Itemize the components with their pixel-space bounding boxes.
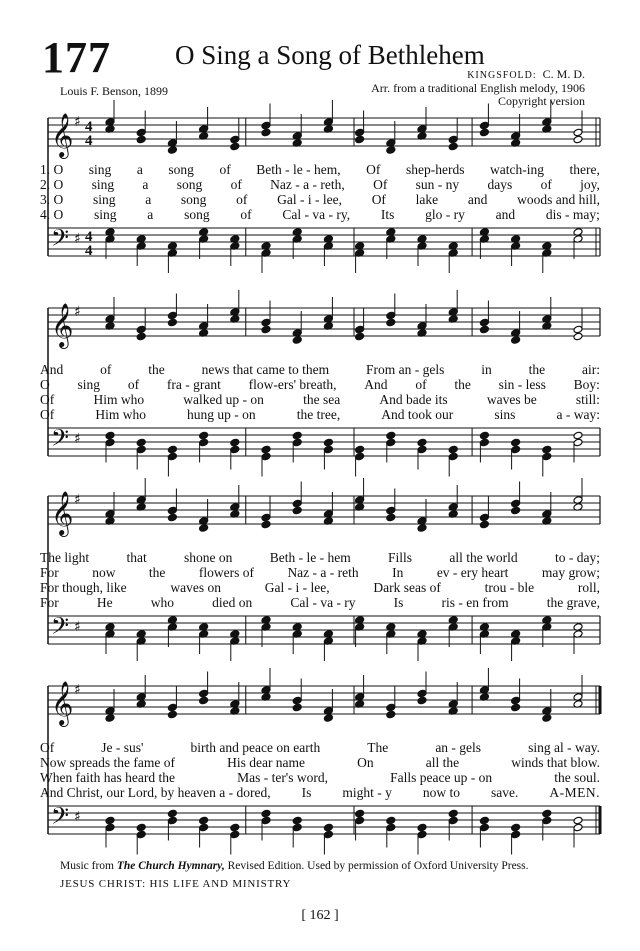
lyric-word: Him who <box>95 407 146 422</box>
lyric-line <box>40 595 600 610</box>
svg-text:𝄢: 𝄢 <box>51 802 70 835</box>
lyric-word: sins <box>494 407 516 422</box>
svg-text:♯: ♯ <box>74 682 81 698</box>
svg-text:𝄞: 𝄞 <box>51 491 74 535</box>
hymn-title: O Sing a Song of Bethlehem <box>175 40 485 70</box>
lyric-word: Of <box>371 192 386 207</box>
lyric-word: shep-herds <box>405 162 465 177</box>
lyric-word: save. <box>490 785 519 800</box>
lyric-word: sin - less <box>498 377 546 392</box>
svg-text:𝄞: 𝄞 <box>51 303 74 347</box>
lyric-word: waves be <box>486 392 537 407</box>
lyric-word: On <box>357 755 374 770</box>
lyric-line <box>40 550 600 565</box>
lyric-word: For <box>40 565 59 580</box>
svg-text:𝄞: 𝄞 <box>51 681 74 725</box>
svg-text:𝄢: 𝄢 <box>51 424 70 457</box>
lyric-word: waves on <box>170 580 221 595</box>
lyric-word: and <box>467 192 488 207</box>
lyric-word: 1. O <box>40 162 64 177</box>
music-system-4 <box>0 668 640 858</box>
credit-source: The Church Hymnary, <box>116 860 225 872</box>
lyric-word: In <box>392 565 404 580</box>
copyright-note: Copyright version <box>498 94 585 108</box>
lyric-word: of <box>236 192 248 207</box>
lyric-word: ev - ery heart <box>436 565 509 580</box>
lyric-line <box>40 162 600 177</box>
lyric-word: song <box>168 162 194 177</box>
lyric-word: For though, like <box>40 580 127 595</box>
lyric-word: sing <box>91 177 115 192</box>
lyric-word: Cal - va - ry <box>290 595 356 610</box>
lyric-word: Dark seas of <box>373 580 441 595</box>
lyric-word: the soul. <box>554 770 600 785</box>
lyric-line <box>40 770 600 785</box>
lyric-word: of <box>415 377 427 392</box>
lyrics-block <box>40 162 600 222</box>
lyric-word: a <box>147 207 154 222</box>
lyric-word: glo - ry <box>425 207 465 222</box>
lyric-word: still: <box>575 392 600 407</box>
lyric-word: flow-ers' breath, <box>248 377 337 392</box>
svg-text:♯: ♯ <box>74 114 81 130</box>
svg-text:♯: ♯ <box>74 304 81 320</box>
lyric-word: Fills <box>388 550 413 565</box>
lyric-word: shone on <box>184 550 233 565</box>
lyric-word: 3. O <box>40 192 64 207</box>
lyric-line <box>40 785 600 800</box>
lyrics-block <box>40 740 600 800</box>
lyric-line <box>40 362 600 377</box>
lyric-word: sing <box>77 377 101 392</box>
lyric-word: all the <box>425 755 460 770</box>
lyric-word: the sea <box>303 392 341 407</box>
lyric-word: now to <box>422 785 460 800</box>
svg-text:♯: ♯ <box>74 231 81 247</box>
lyric-word: A-MEN. <box>549 785 600 800</box>
lyric-word: song <box>184 207 210 222</box>
lyric-word: ris - en from <box>441 595 509 610</box>
lyric-word: the <box>148 362 165 377</box>
lyric-word: Now spreads the fame of <box>40 755 175 770</box>
lyric-word: now <box>92 565 116 580</box>
lyric-line <box>40 740 600 755</box>
music-system-1 <box>0 100 640 278</box>
lyric-line <box>40 565 600 580</box>
lyric-word: sing <box>92 192 116 207</box>
lyric-word: Naz - a - reth <box>287 565 359 580</box>
lyric-word: a <box>142 177 149 192</box>
lyric-word: And Christ, our Lord, by heaven a - dored, <box>40 785 271 800</box>
lyric-word: there, <box>569 162 600 177</box>
lyric-word: winds that blow. <box>511 755 600 770</box>
lyric-word: a <box>136 162 143 177</box>
section-heading: JESUS CHRIST: HIS LIFE AND MINISTRY <box>60 878 292 890</box>
page-number: [ 162 ] <box>301 908 339 923</box>
lyric-word: that <box>126 550 147 565</box>
lyric-word: of <box>100 362 112 377</box>
lyric-word: sing al - way. <box>528 740 600 755</box>
lyric-word: Of <box>366 162 381 177</box>
lyric-line <box>40 392 600 407</box>
lyric-word: Is <box>301 785 312 800</box>
svg-text:4: 4 <box>85 229 93 245</box>
lyric-word: air: <box>581 362 600 377</box>
credit-prefix: Music from <box>60 860 117 872</box>
svg-text:4: 4 <box>85 119 93 135</box>
lyric-word: Him who <box>93 392 145 407</box>
credit-suffix: Revised Edition. Used by permission of Oxford University Press. <box>224 860 529 872</box>
lyric-word: a <box>145 192 152 207</box>
lyric-word: Is <box>393 595 404 610</box>
lyric-word: in <box>481 362 492 377</box>
hymn-number: 177 <box>42 33 111 82</box>
lyric-word: From an - gels <box>365 362 445 377</box>
lyric-word: His dear name <box>227 755 306 770</box>
svg-text:𝄞: 𝄞 <box>51 113 74 157</box>
lyric-line <box>40 177 600 192</box>
lyric-word: hung up - on <box>187 407 256 422</box>
lyric-word: to - day; <box>554 550 600 565</box>
lyric-word: trou - ble <box>484 580 535 595</box>
lyric-word: O <box>40 377 50 392</box>
lyric-word: the <box>148 565 166 580</box>
lyric-word: Beth - le - hem, <box>256 162 341 177</box>
lyric-word: the tree, <box>296 407 341 422</box>
lyric-word: Of <box>40 407 55 422</box>
svg-text:4: 4 <box>85 133 93 149</box>
lyric-word: walked up - on <box>183 392 264 407</box>
lyrics-block <box>40 550 600 610</box>
lyric-word: And took our <box>381 407 454 422</box>
lyric-word: Gal - i - lee, <box>277 192 342 207</box>
lyric-word: the <box>454 377 471 392</box>
author-credit: Louis F. Benson, 1899 <box>60 84 169 98</box>
lyric-word: Gal - i - lee, <box>264 580 330 595</box>
lyric-word: When faith has heard the <box>40 770 175 785</box>
lyric-word: And <box>40 362 64 377</box>
lyric-word: The light <box>40 550 90 565</box>
lyric-word: Its <box>380 207 395 222</box>
svg-text:♯: ♯ <box>74 809 81 825</box>
lyric-word: watch-ing <box>490 162 544 177</box>
lyric-word: of <box>230 177 242 192</box>
lyric-word: Beth - le - hem <box>269 550 351 565</box>
lyric-word: Je - sus' <box>101 740 144 755</box>
lyric-word: 2. O <box>40 177 64 192</box>
lyric-word: sing <box>94 207 117 222</box>
lyric-word: and <box>495 207 516 222</box>
lyric-word: lake <box>415 192 439 207</box>
lyric-word: days <box>487 177 513 192</box>
lyric-line <box>40 755 600 770</box>
lyric-word: Mas - ter's word, <box>237 770 328 785</box>
lyric-word: of <box>240 207 252 222</box>
lyric-word: Cal - va - ry, <box>282 207 351 222</box>
lyric-word: of <box>127 377 140 392</box>
lyric-word: fra - grant <box>166 377 221 392</box>
lyric-word: birth and peace on earth <box>190 740 321 755</box>
lyric-line <box>40 377 600 392</box>
lyric-word: woods and hill, <box>517 192 600 207</box>
lyric-word: the grave, <box>546 595 600 610</box>
lyric-line <box>40 192 600 207</box>
svg-text:♯: ♯ <box>74 619 81 635</box>
lyric-word: all the world <box>449 550 518 565</box>
lyric-word: Naz - a - reth, <box>270 177 345 192</box>
lyric-line <box>40 580 600 595</box>
lyric-word: And <box>364 377 388 392</box>
lyric-word: who <box>150 595 174 610</box>
lyric-word: Boy: <box>573 377 600 392</box>
meter: C. M. D. <box>542 67 585 81</box>
lyric-word: And bade its <box>379 392 448 407</box>
svg-text:4: 4 <box>85 243 93 259</box>
music-credit <box>60 860 600 872</box>
lyric-word: flowers of <box>198 565 254 580</box>
lyric-word: dis - may; <box>545 207 600 222</box>
arrangement-credit: Arr. from a traditional English melody, 1906 <box>371 81 585 95</box>
lyric-word: of <box>219 162 231 177</box>
music-system-3 <box>0 478 640 668</box>
lyric-word: Falls peace up - on <box>390 770 493 785</box>
lyric-word: Of <box>373 177 388 192</box>
lyric-word: an - gels <box>435 740 482 755</box>
lyric-word: may grow; <box>541 565 600 580</box>
lyric-word: news that came to them <box>201 362 330 377</box>
lyric-word: died on <box>212 595 253 610</box>
lyric-word: sun - ny <box>415 177 460 192</box>
lyric-word: a - way: <box>556 407 600 422</box>
svg-text:♯: ♯ <box>74 492 81 508</box>
lyric-word: Of <box>40 740 55 755</box>
lyric-word: might - y <box>342 785 392 800</box>
lyrics-block <box>40 362 600 422</box>
lyric-line <box>40 407 600 422</box>
tune-name: KINGSFOLD: <box>467 70 537 81</box>
lyric-word: roll, <box>577 580 600 595</box>
svg-text:𝄢: 𝄢 <box>51 612 70 645</box>
svg-text:♯: ♯ <box>74 431 81 447</box>
lyric-word: He <box>96 595 113 610</box>
lyric-line <box>40 207 600 222</box>
lyric-word: For <box>40 595 59 610</box>
lyric-word: 4. O <box>40 207 64 222</box>
svg-text:𝄢: 𝄢 <box>51 224 70 257</box>
lyric-word: song <box>176 177 203 192</box>
lyric-word: The <box>367 740 389 755</box>
music-system-2 <box>0 290 640 478</box>
lyric-word: sing <box>88 162 112 177</box>
lyric-word: the <box>528 362 546 377</box>
lyric-word: of <box>540 177 552 192</box>
lyric-word: joy, <box>580 177 600 192</box>
lyric-word: song <box>180 192 207 207</box>
lyric-word: Of <box>40 392 55 407</box>
